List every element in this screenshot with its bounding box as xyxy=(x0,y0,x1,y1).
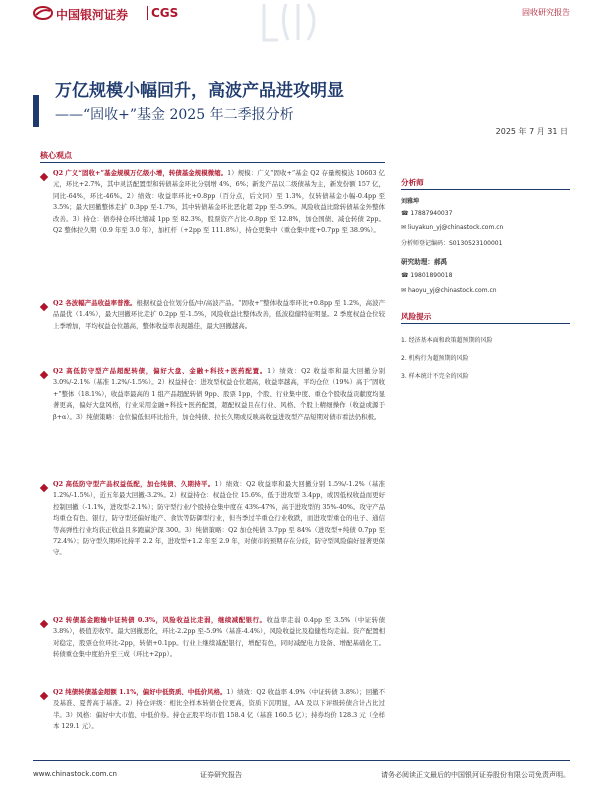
brand-name: 中国银河证券 xyxy=(56,8,129,22)
analyst-cert: 分析师登记编码：S0130523100001 xyxy=(401,240,503,247)
footer-disclaimer: 请务必阅读正文最后的中国银河证券股份有限公司免责声明。 xyxy=(381,771,570,779)
report-title: 万亿规模小幅回升，高波产品进攻明显 xyxy=(55,81,344,101)
title-accent-bar xyxy=(33,95,39,127)
phone-icon: ☎ xyxy=(401,272,411,279)
analyst-email-row[interactable]: ✉ liuyakun_yj@chinastock.com.cn xyxy=(401,224,504,231)
bullet-icon xyxy=(40,173,48,181)
bullet-icon xyxy=(40,620,48,628)
footer-website-link[interactable]: www.chinastock.com.cn xyxy=(33,770,117,778)
report-subtitle: ——“固收+”基金 2025 年二季报分析 xyxy=(55,107,294,123)
email-icon: ✉ xyxy=(401,224,408,231)
email-icon: ✉ xyxy=(401,287,408,294)
phone-icon: ☎ xyxy=(401,210,411,217)
brand-abbrev: CGS xyxy=(151,6,179,20)
risk-divider xyxy=(401,323,570,324)
core-paragraph-1: Q2 广义“固收+”基金规模万亿级小增，转债基金规模微缩。1）规模：广义“固收+”基金 Q2 存量规模达 10603 亿元，环比+2.7%，其中灵活配置型和转债基金环比分别增 4%、6%；新发产品以二级债基为主，新发份额 157 亿，同比-64%，环比-46%。2）绩效：收益率环比+0.8pp（百分点，后文同）至 1.3%，仅转债基金小幅-0.4pp 至 3.5%；最大回撤整体走扩 0.3pp 至-1.7%，其中转债基金环比恶化超 2pp 至-5.9%。风险收益比除转债基金外整体改善。3）持仓：债券持仓环比缩减 1pp 至 82.3%，股票资产占比-0.8pp 至 12.8%，加仓国债、减仓转债 2pp。Q2 整体拉久期（0.9 年至 3.0 年），加杠杆（+2pp 至 111.8%），持仓更集中（重仓集中度+0.7pp 至 38.9%）。 xyxy=(53,169,385,235)
core-paragraph-3: Q2 高低防守型产品超配转债，偏好大盘、金融+科技+医药配置。1）绩效：Q2 收益率和最大回撤分别 3.0%/-2.1%（基准 1.2%/-1.5%）。2）权益持仓：进攻型权益仓位超高，收益率越高，平均仓位（19%）高于“固收+”整体（18.1%），收益率最高的 1 组产品超配转债 9pp、股票 1pp，个股、行业集中度、重仓个股收益贡献度均显著更高，偏好大盘风格，行业采用金融+科技+医药配置，超配权益且在行业、风格、个股上精细操作（收益或源于β+α）。3）纯债策略：仓位偏低但环比抬升，加仓纯债、拉长久期或反映高收益进攻型产品短期对债市看法仍积极。 xyxy=(53,367,386,421)
cgs-logo-icon xyxy=(33,6,53,20)
footer-label: 证券研究报告 xyxy=(200,771,242,779)
assistant-heading: 研究助理：郝禹 xyxy=(401,258,448,266)
section-divider xyxy=(40,162,385,163)
bullet-icon xyxy=(40,692,48,700)
report-date: 2025 年 7 月 31 日 xyxy=(495,127,568,136)
watermark-logo-icon xyxy=(258,0,328,48)
analyst-phone-row: ☎ 17887940037 xyxy=(401,210,453,217)
core-paragraph-5: Q2 转债基金跑输中证转债 0.3%，风险收益比走弱，继续减配银行。收益率走弱 0.4pp 至 3.5%（中证转债 3.8%），极值差收窄。最大回撤恶化，环比-2.2pp 至-5.9%（基准-4.4%），风险收益比及稳健性均走弱。资产配置相对稳定，股票仓位环比-2pp，转债+0.1pp。行业上继续减配银行，增配有色，同时减配电力设备、增配基础化工。转债重仓集中度抬升至三成（环比+2pp）。 xyxy=(53,616,385,659)
analyst-name: 刘雅坤 xyxy=(401,198,420,205)
core-paragraph-2: Q2 各波幅产品收益率普涨。根据权益仓位划分低/中/高波产品。“固收+”整体收益率环比+0.8pp 至 1.2%，高波产品最优（1.4%），最大回撤环比走扩 0.2pp 至-1.5%，风险收益比整体改善，低波稳健特征明显。2 季度权益仓位较上季增加，平均权益仓位越高，整体收益率表现越佳，最大回撤越高。 xyxy=(53,299,385,330)
bullet-icon xyxy=(40,484,48,492)
brand-divider xyxy=(147,6,148,20)
risk-item: 1. 经济基本面和政策超预期的风险 xyxy=(401,337,493,344)
risk-heading: 风险提示 xyxy=(401,312,432,321)
bullet-icon xyxy=(40,371,48,379)
doc-type-label: 固收研究报告 xyxy=(522,8,570,17)
risk-item: 3. 样本统计不完全的风险 xyxy=(401,373,469,380)
footer-divider xyxy=(33,760,570,761)
core-section-heading: 核心观点 xyxy=(40,151,72,160)
core-paragraph-6: Q2 纯债转债基金超额 1.1%，偏好中低资质、中低价风格。1）绩效：Q2 收益率 4.9%（中证转债 3.8%）；回撤不及基准、夏普高于基准。2）持仓评级：相比全样本转债仓位更高，资质下沉明显，AA 及以下评级转债合计占比过半。3）风格：偏好中大市值、中低价券。持仓正股平均市值 158.4 亿（基准 160.5 亿）；持券均价 128.3 元（全样本 129.1 元）。 xyxy=(53,688,385,731)
assistant-phone-row: ☎ 19801890018 xyxy=(401,272,453,279)
risk-item: 2. 机构行为超预期的风险 xyxy=(401,355,469,362)
bullet-icon xyxy=(40,303,48,311)
core-paragraph-4: Q2 高低防守型产品权益低配，加仓纯债、久期持平。1）绩效：Q2 收益率和最大回撤分别 1.5%/-1.2%（基准 1.2%/-1.5%），近五年最大回撤-3.2%。2）权益持仓：权益仓位 15.6%，低于进攻型 3.4pp，或因低权收益而更好控制回撤（-1.1%，进攻型-2.1%）；防守型行业/个股持仓集中度在 43%-47%，高于进攻型的 35%-40%。攻守产品均重仓有色、银行，防守型还偏好地产、食饮等防御型行业，但当季过半重仓行业收跌，而进攻型重仓的电子、通信等高弹性行业均获正收益且多跑赢沪深 300。3）纯债策略：Q2 加仓纯债 3.7pp 至 84%（进攻型+纯债 0.7pp 至 72.4%）；防守型久期环比持平 2.2 年，进攻型+1.2 年至 2.9 年，对债市的预期存在分歧，防守型风险偏好显著更保守。 xyxy=(53,480,386,557)
assistant-email-row[interactable]: ✉ haoyu_yj@chinastock.com.cn xyxy=(401,287,497,294)
analyst-heading: 分析师 xyxy=(401,178,424,187)
analyst-divider xyxy=(401,189,570,190)
